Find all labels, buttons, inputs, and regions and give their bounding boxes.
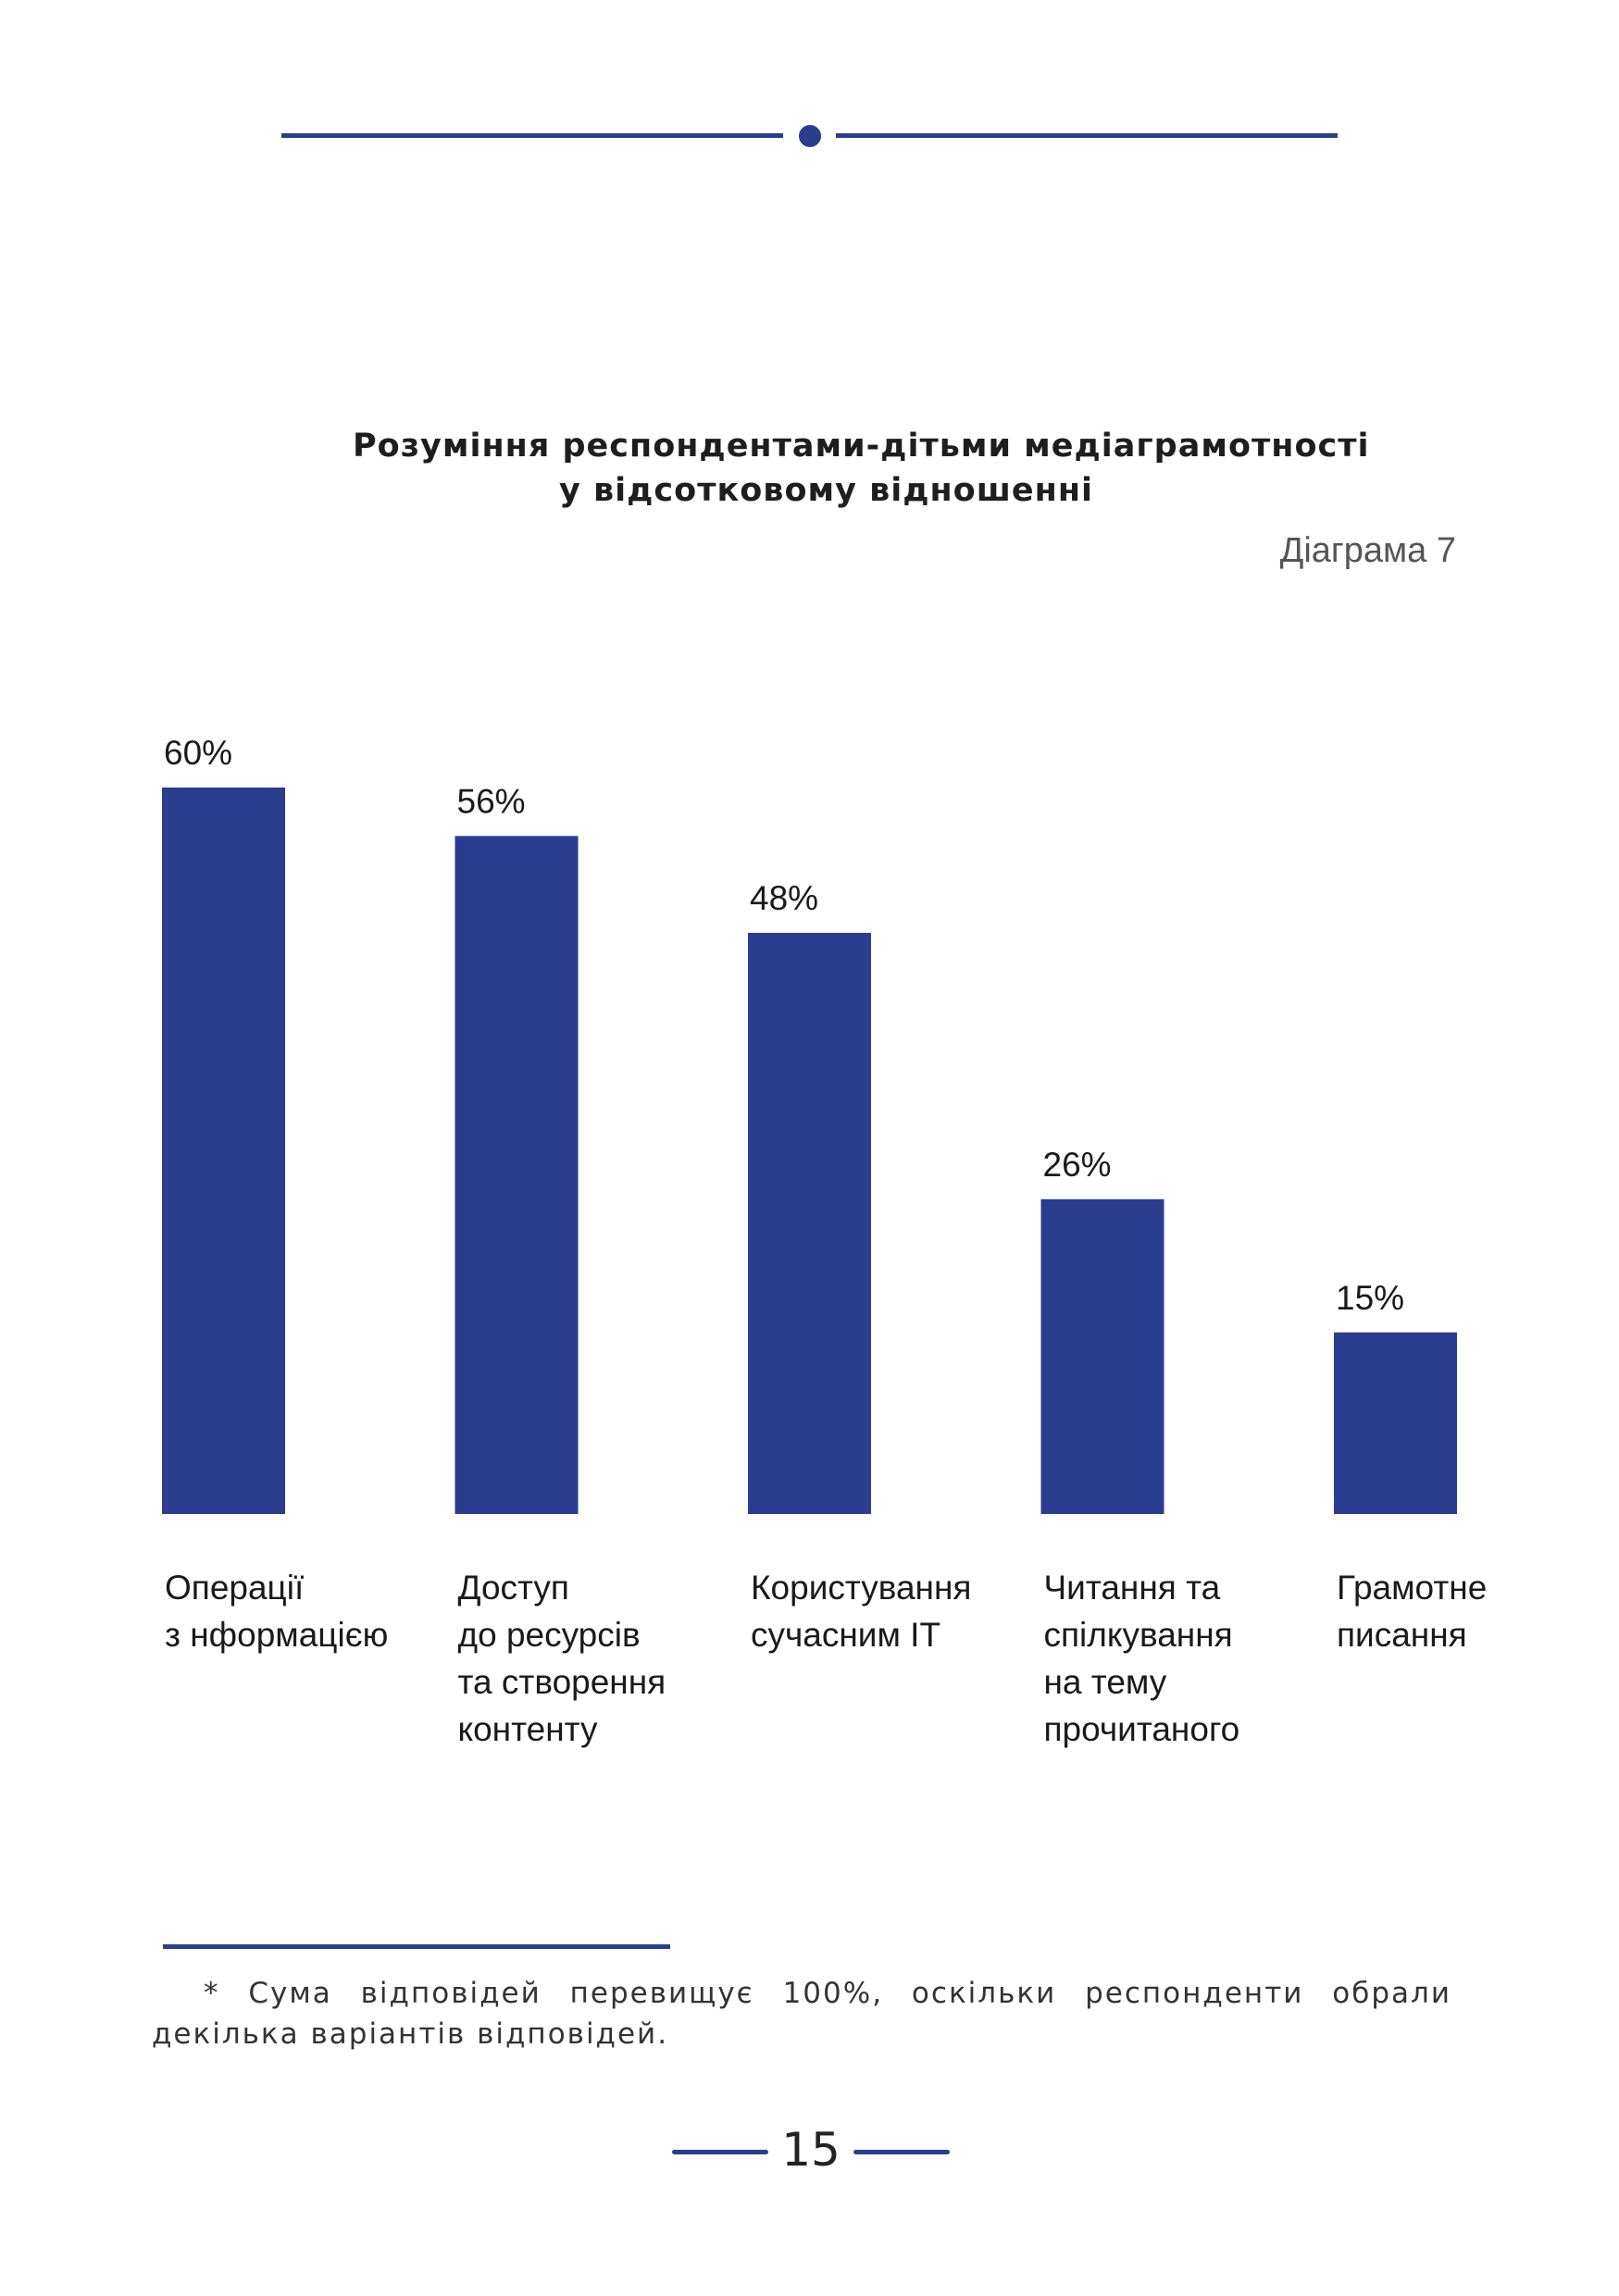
- page-number: 15: [781, 2123, 841, 2177]
- bar-value-label-1: 60%: [164, 734, 233, 772]
- page-number-rule-left: [672, 2150, 768, 2154]
- page-footer: [0, 2119, 1619, 2184]
- bar-2: [455, 836, 579, 1514]
- category-label-5: Грамотне писання: [1337, 1569, 1488, 1654]
- bar-value-label-3: 48%: [750, 879, 819, 917]
- bar-value-label-5: 15%: [1336, 1278, 1405, 1317]
- diagram-number-label: Діаграма 7: [1279, 531, 1456, 570]
- bar-value-label-2: 56%: [456, 782, 526, 821]
- bar-5: [1334, 1333, 1457, 1514]
- chart-title-line-1: Розуміння респондентами-дітьми медіаграмотності: [353, 428, 1370, 465]
- bar-3: [748, 933, 871, 1514]
- category-label-4: Читання та спілкування на тему прочитаного: [1043, 1569, 1240, 1748]
- page-number-rule-right: [853, 2150, 950, 2154]
- bar-4: [1041, 1199, 1164, 1514]
- category-label-3: Користування сучасним ІТ: [751, 1569, 972, 1654]
- bar-value-label-4: 26%: [1042, 1145, 1112, 1184]
- footnote-rule: [163, 1944, 670, 1949]
- category-label-2: Доступ до ресурсів та створення контенту: [457, 1569, 666, 1748]
- bar-1: [162, 788, 285, 1514]
- footnote: * Сума відповідей перевищує 100%, оскільки респонденти обрали декілька варіантів відповідей.: [152, 1977, 1451, 2051]
- category-label-1: Операції з нформацією: [165, 1569, 389, 1654]
- chart-title-line-2: у відсотковому відношенні: [559, 472, 1094, 509]
